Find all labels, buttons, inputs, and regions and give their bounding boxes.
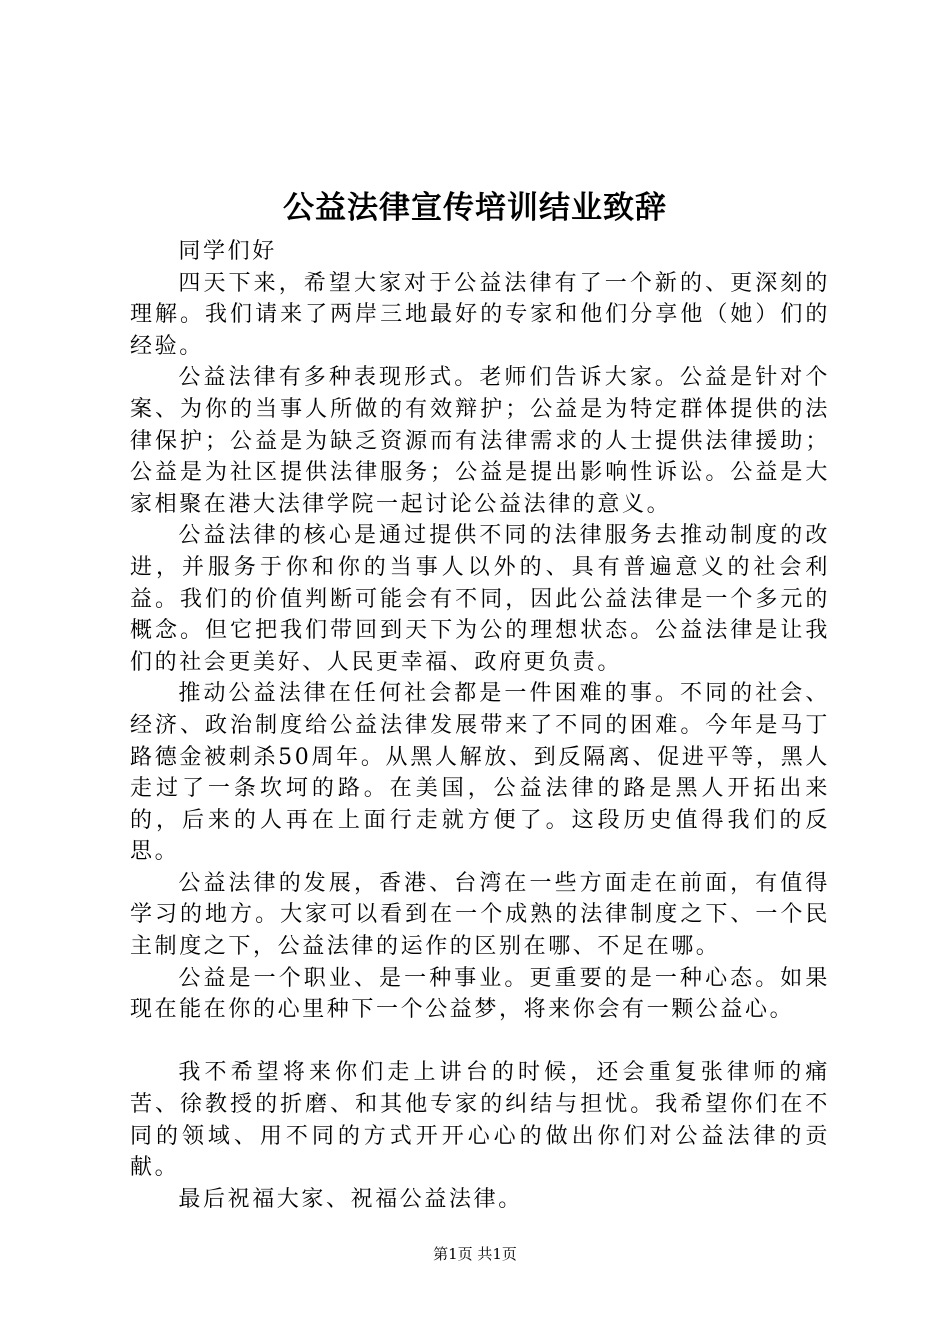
paragraph-6: 公益是一个职业、是一种事业。更重要的是一种心态。如果现在能在你的心里种下一个公益梦，将来你会有一颗公益心。 xyxy=(130,965,830,1023)
document-body xyxy=(130,236,830,1215)
page-footer: 第1页 共1页 xyxy=(433,1245,517,1263)
paragraph-2: 公益法律有多种表现形式。老师们告诉大家。公益是针对个案、为你的当事人所做的有效辩护；公益是为特定群体提供的法律保护；公益是为缺乏资源而有法律需求的人士提供法律援助；公益是为社区提供法律服务；公益是提出影响性诉讼。公益是大家相聚在港大法律学院一起讨论公益法律的意义。 xyxy=(130,365,830,517)
paragraph-3: 公益法律的核心是通过提供不同的法律服务去推动制度的改进，并服务于你和你的当事人以外的、具有普遍意义的社会利益。我们的价值判断可能会有不同，因此公益法律是一个多元的概念。但它把我们带回到天下为公的理想状态。公益法律是让我们的社会更美好、人民更幸福、政府更负责。 xyxy=(130,523,830,675)
paragraph-4: 推动公益法律在任何社会都是一件困难的事。不同的社会、经济、政治制度给公益法律发展带来了不同的困难。今年是马丁路德金被刺杀50周年。从黑人解放、到反隔离、促进平等，黑人走过了一条坎坷的路。在美国，公益法律的路是黑人开拓出来的，后来的人再在上面行走就方便了。这段历史值得我们的反思。 xyxy=(130,681,830,865)
paragraph-7: 我不希望将来你们走上讲台的时候，还会重复张律师的痛苦、徐教授的折磨、和其他专家的纠结与担忧。我希望你们在不同的领域、用不同的方式开开心心的做出你们对公益法律的贡献。 xyxy=(130,1060,830,1181)
paragraph-greeting: 同学们好 xyxy=(178,239,277,264)
paragraph-1: 四天下来，希望大家对于公益法律有了一个新的、更深刻的理解。我们请来了两岸三地最好的专家和他们分享他（她）们的经验。 xyxy=(130,270,830,359)
document-title: 公益法律宣传培训结业致辞 xyxy=(283,190,667,226)
paragraph-closing: 最后祝福大家、祝福公益法律。 xyxy=(178,1186,523,1212)
paragraph-5: 公益法律的发展，香港、台湾在一些方面走在前面，有值得学习的地方。大家可以看到在一个成熟的法律制度之下、一个民主制度之下，公益法律的运作的区别在哪、不足在哪。 xyxy=(130,870,830,960)
